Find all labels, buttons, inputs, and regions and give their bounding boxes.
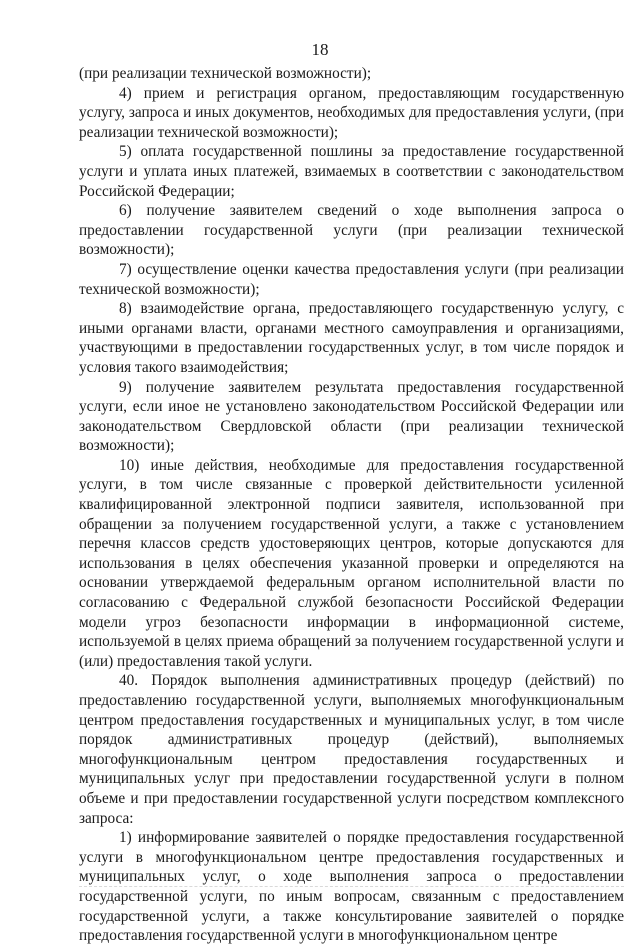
paragraph-item-7: 7) осуществление оценки качества предоставления услуги (при реализации технической возможности); xyxy=(79,260,624,298)
paragraph-section-40: 40. Порядок выполнения административных процедур (действий) по предоставлению государственной услуги, выполняемых многофункциональным центром предоставления государственных и муниципальных услуг, в том числе порядок административных процедур (действий), выполняемых многофункциональным центром предоставления государственных и муниципальных услуг при предоставлении государственной услуги в полном объеме и при предоставлении государственной услуги посредством комплексного запроса: xyxy=(79,672,624,827)
paragraph-item-9: 9) получение заявителем результата предоставления государственной услуги, если иное не установлено законодательством Российской Федерации или законодательством Свердловской области (при реализации технической возможности); xyxy=(79,378,624,455)
paragraph-continuation: (при реализации технической возможности); xyxy=(79,65,372,82)
paragraph-item-8: 8) взаимодействие органа, предоставляющего государственную услугу, с иными органами власти, органами местного самоуправления и организациями, участвующими в предоставлении государственных услуг, в том числе порядок и условия такого взаимодействия; xyxy=(79,300,624,376)
document-body xyxy=(79,64,624,946)
paragraph-item-6: 6) получение заявителем сведений о ходе выполнения запроса о предоставлении государственной услуги (при реализации технической возможности); xyxy=(79,202,624,259)
paragraph-item-5: 5) оплата государственной пошлины за предоставление государственной услуги и уплата иных платежей, взимаемых в соответствии с законодательством Российской Федерации; xyxy=(79,143,624,200)
paragraph-section-40-item-1: 1) информирование заявителей о порядке предоставления государственной услуги в многофункциональном центре предоставления государственных и муниципальных услуг, о ходе выполнения запроса о предоставлении государственной услуги, по иным вопросам, связанным с предоставлением государственной услуги, а также консультирование заявителей о порядке предоставления государственной услуги в многофункциональном центре xyxy=(79,829,624,945)
paragraph-item-10: 10) иные действия, необходимые для предоставления государственной услуги, в том числе связанные с проверкой действительности усиленной квалифицированной электронной подписи заявителя, использованной при обращении за получением государственной услуги, а также с установлением перечня классов средств удостоверяющих центров, которые допускаются для использования в целях обеспечения указанной проверки и определяются на основании утверждаемой федеральным органом исполнительной власти по согласованию с Федеральной службой безопасности Российской Федерации модели угроз безопасности информации в информационной системе, используемой в целях приема обращений за получением государственной услуги и (или) предоставления такой услуги. xyxy=(79,456,624,670)
page-bottom-edge xyxy=(79,886,624,887)
page-number: 18 xyxy=(311,40,329,59)
paragraph-item-4: 4) прием и регистрация органом, предоставляющим государственную услугу, запроса и иных документов, необходимых для предоставления услуги, (при реализации технической возможности); xyxy=(79,84,624,141)
